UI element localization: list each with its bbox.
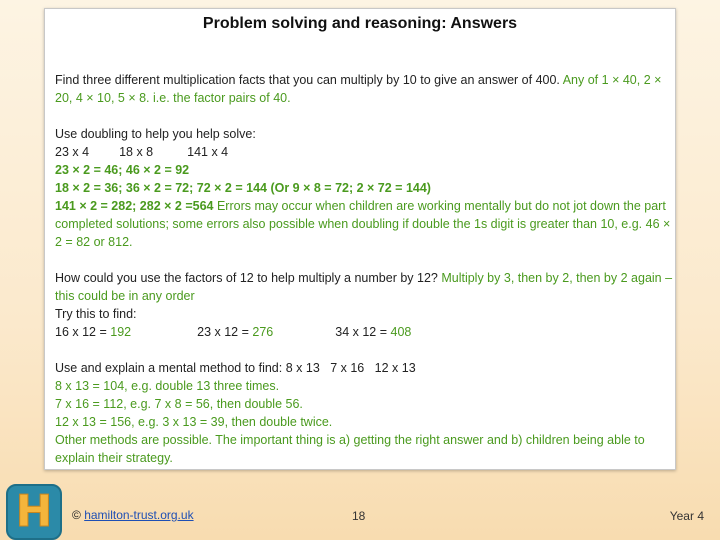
hamilton-trust-link[interactable]: hamilton-trust.org.uk	[84, 508, 194, 522]
q3-problem-expr: 16 x 12 =	[55, 325, 107, 339]
q3-problem-expr: 34 x 12 =	[335, 325, 388, 339]
q4-answer: 7 x 16 = 112, e.g. 7 x 8 = 56, then double 56.	[55, 397, 303, 411]
q1-answer-a: Any of	[562, 73, 599, 87]
q2-line-3	[55, 197, 673, 251]
q2-line-2: 18 × 2 = 36; 36 × 2 = 72; 72 × 2 = 144 (Or 9 × 8 = 72; 2 × 72 = 144)	[55, 181, 431, 195]
question-4	[55, 359, 673, 467]
q3-question-line	[55, 269, 673, 305]
q2-line-3-rest: Errors may occur when children are working mentally but do not jot down the part completed solutions; some errors also possible when doubling if double the 1s digit is greater than 10, e.g. 46 × 2 = 82 or 812.	[55, 199, 671, 249]
copyright-symbol: ©	[72, 508, 81, 522]
logo-letter: H	[15, 486, 53, 537]
q4-question: Use and explain a mental method to find:	[55, 361, 283, 375]
q3-problem-answer: 192	[110, 325, 132, 339]
q4-question-line	[55, 359, 673, 377]
q3-question: How could you use the factors of 12 to help multiply a number by 12?	[55, 271, 438, 285]
q2-item: 141 x 4	[187, 145, 229, 159]
question-3	[55, 269, 673, 341]
q3-problem-answer: 276	[252, 325, 274, 339]
q2-items	[55, 143, 673, 161]
year-label: Year 4	[669, 509, 704, 523]
copyright	[72, 508, 194, 522]
question-2	[55, 125, 673, 251]
q2-question: Use doubling to help you help solve:	[55, 127, 256, 141]
hamilton-logo-icon	[6, 484, 62, 540]
q2-item: 18 x 8	[119, 145, 154, 159]
q3-problem-answer: 408	[390, 325, 412, 339]
page-title: Problem solving and reasoning: Answers	[202, 15, 518, 32]
question-1	[55, 71, 673, 107]
q2-item: 23 x 4	[55, 145, 90, 159]
q1-answer-b: 1 × 40, 2 × 20, 4 × 10, 5 × 8. i.e. the factor pairs of 40.	[55, 73, 662, 105]
q1-question: Find three different multiplication facts that you can multiply by 10 to give an answer of 400.	[55, 73, 560, 87]
q2-line-1: 23 × 2 = 46; 46 × 2 = 92	[55, 163, 190, 177]
q4-answer: 8 x 13 = 104, e.g. double 13 three times.	[55, 379, 280, 393]
footer	[0, 478, 720, 540]
q3-answer: Multiply by 3, then by 2, then by 2 again – this could be in any order	[55, 271, 673, 303]
q3-problems	[55, 323, 673, 341]
q4-items: 8 x 13 7 x 16 12 x 13	[285, 361, 416, 375]
q4-answer: Other methods are possible. The important thing is a) getting the right answer and b) children being able to explain their strategy.	[55, 433, 645, 465]
q3-try: Try this to find:	[55, 307, 137, 321]
q4-answer: 12 x 13 = 156, e.g. 3 x 13 = 39, then double twice.	[55, 415, 333, 429]
page-number: 18	[352, 509, 366, 523]
q3-problem-expr: 23 x 12 =	[197, 325, 249, 339]
answer-sheet	[44, 8, 676, 470]
q2-line-3-bold: 141 × 2 = 282; 282 × 2 =564	[55, 199, 214, 213]
